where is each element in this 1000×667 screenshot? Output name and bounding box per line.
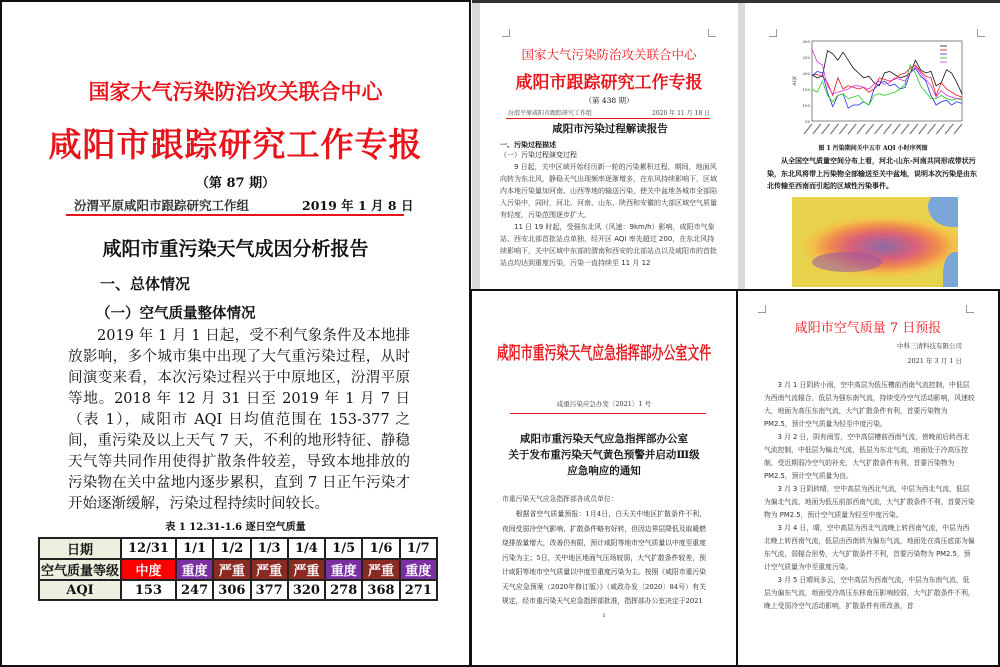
- report-body: [500, 122, 720, 269]
- aqi-level-cell: 严重: [362, 559, 399, 580]
- y-tick-label: 50: [804, 119, 810, 124]
- y-tick-label: 100: [802, 103, 810, 108]
- series-line: [812, 65, 962, 97]
- air-quality-table: [38, 537, 438, 601]
- pollution-map-image: [792, 197, 958, 287]
- series-line: [812, 65, 962, 105]
- addressee: 市重污染天气应急指挥部各成员单位：: [502, 495, 618, 503]
- date-cell: 1/7: [400, 538, 437, 559]
- issue-number: （第 87 期）: [195, 176, 276, 191]
- date-cell: 1/1: [176, 538, 213, 559]
- body-paragraph: 9 日起，关中区域开始经历新一轮的污染累积过程，期间，地面风向转为东北风，静稳天气出现频率逐渐增多，在东风持续影响下，区域内本地污染量加河南、山西等地的输送污染，使关中盆地各城市全部陷入污染中，同时，河北、河南、山东、陕西和安徽的大部区域空气质量有轻度，污染范围逐步扩大。: [500, 163, 717, 219]
- date-cell: 12/31: [121, 538, 176, 559]
- subsection-heading: （一）空气质量整体情况: [96, 305, 256, 322]
- aqi-value-cell: 306: [213, 580, 250, 600]
- x-tick-mark: [910, 124, 918, 134]
- body-paragraph: 从全国空气质量空间分布上看，河北-山东-河南共同形成带状污染，东北风将带上污染物全部输送至关中盆地，说明本次污染是由东北传输至西南而引起的区域性污染事件。: [767, 156, 977, 190]
- aqi-value-cell: 278: [325, 580, 362, 600]
- office-document-title: 咸阳市重污染天气应急指挥部办公室文件: [496, 344, 712, 364]
- issue-date: 2019 年 1 月 8 日: [302, 198, 414, 213]
- section-heading: 一、污染过程描述: [500, 140, 556, 149]
- aqi-value-cell: 247: [176, 580, 213, 600]
- forecast-day-2: 3 月 2 日，阴有雨雪，空中高层槽前西南气流，傍晚前后转西北气流控制，中低层为偏北气流，低层为东北气流，地面处于冷高压控制，受近期弱冷空气的补充，大气扩散条件有利，首要污染物为 PM2.5，预计空气质量为良。: [764, 433, 970, 480]
- forecast-date: 2021 年 3 月 1 日: [907, 357, 962, 365]
- notice-body: [502, 431, 706, 620]
- x-tick-mark: [892, 124, 900, 134]
- section-heading: 一、总体情况: [100, 275, 191, 293]
- issue-number: （第 438 期）: [584, 96, 634, 105]
- company-name: 中科三清科技有限公司: [897, 342, 962, 350]
- body-paragraph: 11 日 19 时起，受强东北风（风速：9km/h）影响，咸阳市气象站、西安北部首批站点单独，经开区 AQI 率先超过 200，在东北风持续影响下，关中区域中东部的渭南和西安的北部站点以及咸阳市的首批站点均达到重度污染，污染一直持续至 11 月 12: [500, 223, 717, 267]
- work-group: 汾渭平原咸阳市跟踪研究工作组: [74, 198, 250, 213]
- aqi-level-cell: 重度: [176, 559, 213, 580]
- x-tick-mark: [804, 124, 812, 134]
- aqi-level-cell: 重度: [325, 559, 362, 580]
- x-tick-mark: [945, 124, 953, 134]
- x-tick-mark: [848, 124, 856, 134]
- date-cell: 1/3: [251, 538, 288, 559]
- page-body: [767, 144, 979, 287]
- y-tick-label: 150: [802, 87, 810, 92]
- forecast-day-3: 3 月 3 日阴转晴，空中高层为西北气流，中层为西北气流，低层为偏北气流，地面为低压前部西南气流，大气扩散条件不利，首要污染物为 PM2.5，预计空气质量为轻至中度污染。: [764, 485, 975, 519]
- x-tick-mark: [954, 124, 962, 134]
- pollution-band: [812, 252, 882, 272]
- row-header: 日期: [39, 538, 121, 559]
- y-tick-label: 300: [802, 39, 810, 44]
- issue-date: 2020 年 11 月 18 日: [652, 110, 711, 117]
- x-tick-mark: [839, 124, 847, 134]
- forecast-day-5: 3 月 5 日晴间多云，空中高层为西南气流，中层为东南气流，低层为偏东气流，地面受冷高压东移南压影响较弱，大气扩散条件不利，晚上受弱冷空气活动影响，扩散条件有所改善，首: [764, 576, 975, 610]
- forecast-body: [764, 379, 976, 613]
- sea-area: [928, 197, 958, 227]
- document-page-7-day-forecast: [736, 289, 1000, 667]
- aqi-level-cell: 严重: [288, 559, 325, 580]
- row-header: 空气质量等级: [39, 559, 121, 580]
- document-page-report-438: [480, 3, 738, 289]
- date-cell: 1/6: [362, 538, 399, 559]
- x-tick-mark: [875, 124, 883, 134]
- x-tick-mark: [866, 124, 874, 134]
- forecast-day-1: 3 月 1 日阴转小雨，空中高层为低压槽前西南气流控制，中低层为西南气流辐合，低层为强东南气流，持续受冷空气活动影响，风速较大，地面为高压东南气流，大气扩散条件有利，首要污染物为 PM2.5，预计空气质量为轻至中度污染。: [764, 381, 975, 428]
- y-tick-label: 200: [802, 71, 810, 76]
- aqi-level-cell: 中度: [121, 559, 176, 580]
- document-page-report-87: [0, 0, 471, 667]
- x-tick-mark: [928, 124, 936, 134]
- x-tick-mark: [901, 124, 909, 134]
- aqi-line-chart: [790, 36, 970, 144]
- x-tick-mark: [822, 124, 830, 134]
- aqi-value-cell: 153: [121, 580, 176, 600]
- date-cell: 1/2: [213, 538, 250, 559]
- plot-frame: [812, 41, 962, 121]
- date-cell: 1/4: [288, 538, 325, 559]
- aqi-value-cell: 377: [251, 580, 288, 600]
- body-paragraph: 2019 年 1 月 1 日起，受不利气象条件及本地排放影响，多个城市集中出现了大气重污染过程，从时间演变来看，本次污染过程兴于中原地区，汾渭平原等地。2018 年 12 月 31 日至 2019 年 1 月 7 日（表 1），咸阳市 AQI 日均值范围在 153-377 之间，重污染及以上天气 7 天，不利的地形特征、静稳天气等共同作用使得扩散条件较差，导致本地排放的污染物在关中盆地内逐步累积，直到 7 日正午污染才开始逐渐缓解，污染过程持续时间较长。: [68, 328, 410, 512]
- document-page-emergency-notice: [470, 289, 738, 667]
- aqi-value-cell: 368: [362, 580, 399, 600]
- y-axis-label: AQI: [792, 76, 798, 86]
- table-row-aqi: [39, 580, 437, 600]
- org-title: 国家大气污染防治攻关联合中心: [88, 79, 383, 104]
- x-tick-mark: [883, 124, 891, 134]
- sea-area: [943, 252, 958, 287]
- org-title: 国家大气污染防治攻关联合中心: [521, 47, 697, 62]
- document-number: 咸重污染应急办发〔2021〕1 号: [556, 400, 652, 408]
- bulletin-title: 咸阳市跟踪研究工作专报: [48, 125, 423, 164]
- red-divider: [510, 413, 706, 414]
- chart-caption: 图 1 污染期间关中五市 AQI 小时序列图: [818, 145, 928, 152]
- report-body: [2, 274, 469, 601]
- report-title: 咸阳市污染过程解读报告: [552, 123, 668, 135]
- subsection-heading: （一）污染过程演变过程: [500, 151, 577, 159]
- document-page-chart-map: [745, 3, 1000, 289]
- x-tick-mark: [919, 124, 927, 134]
- forecast-day-4: 3 月 4 日，晴，空中高层为西北气流晚上转西南气流，中层为西北晚上转西南气流，低层由西南转为偏东气流，地面处在高压底部为偏东气流，弱辐合形势，大气扩散条件不利，首要污染物为 PM2.5，预计空气质量为中至重度污染。: [764, 524, 975, 571]
- red-divider: [506, 118, 710, 119]
- table-row-level: [39, 559, 437, 580]
- report-title: 咸阳市重污染天气成因分析报告: [102, 238, 369, 260]
- red-divider: [66, 214, 404, 216]
- aqi-level-cell: 严重: [251, 559, 288, 580]
- date-cell: 1/5: [325, 538, 362, 559]
- body-paragraph: 根据省空气质量预报：1月4日，白天关中地区扩散条件不利，夜间受弱冷空气影响，扩散条件略有好转，但因边界层降低及取暖燃烧排放量增大，改善仍有限，预计咸阳等地市空气质量以中度至重度污染为主；5日，关中地区地面气压场较弱，大气扩散条件较差，预计咸阳等地市空气质量以中度至重度污染为主。按照《咸阳市重污染天气应急预案（2020年修订版）》（咸政办发〔2020〕84号）有关规定，经市重污染天气应急指挥部批准，指挥部办公室决定于2021: [502, 510, 706, 605]
- x-tick-mark: [830, 124, 838, 134]
- x-tick-mark: [857, 124, 865, 134]
- page-number: 1: [602, 612, 606, 619]
- aqi-level-cell: 重度: [400, 559, 437, 580]
- aqi-value-cell: 271: [400, 580, 437, 600]
- y-tick-label: 250: [802, 55, 810, 60]
- table-caption: 表 1 12.31-1.6 逐日空气质量: [165, 522, 306, 533]
- aqi-level-cell: 严重: [213, 559, 250, 580]
- x-tick-mark: [936, 124, 944, 134]
- work-group: 汾渭平原咸阳市跟踪研究工作组: [508, 110, 593, 117]
- aqi-value-cell: 320: [288, 580, 325, 600]
- notice-title: 咸阳市重污染天气应急指挥部办公室 关于发布重污染天气黄色预警并启动Ⅲ级 应急响应的通知: [508, 433, 700, 477]
- x-tick-mark: [813, 124, 821, 134]
- table-row-date: [39, 538, 437, 559]
- bulletin-title: 咸阳市跟踪研究工作专报: [515, 73, 703, 93]
- row-header: AQI: [39, 580, 121, 600]
- forecast-title: 咸阳市空气质量 7 日预报: [794, 321, 942, 336]
